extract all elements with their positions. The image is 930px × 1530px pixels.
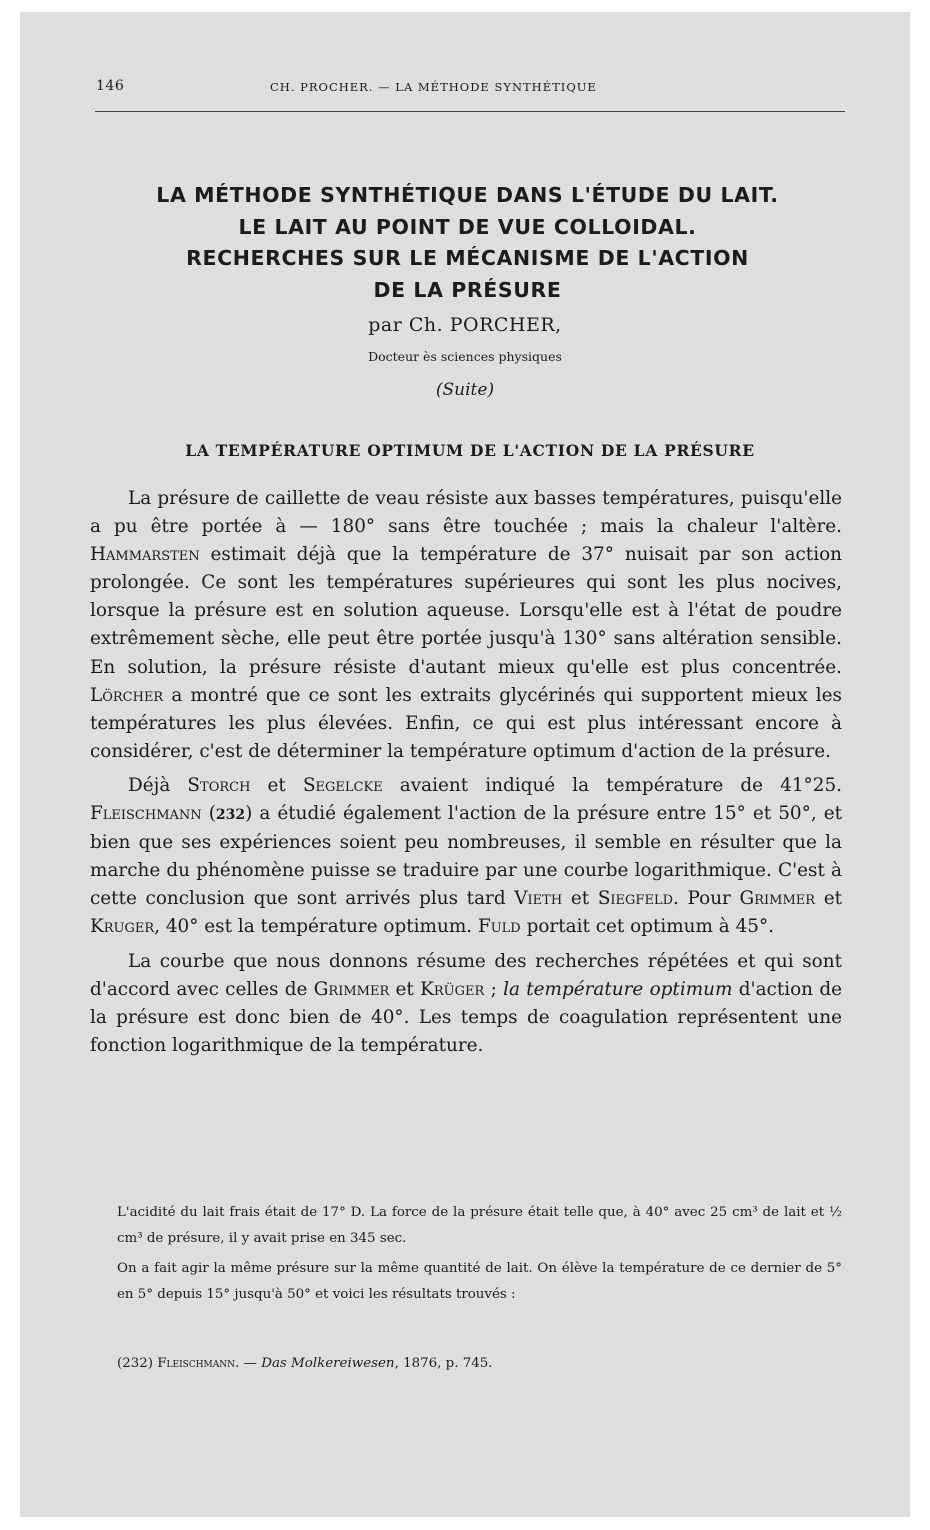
experiment-notes bbox=[117, 1200, 842, 1312]
note-paragraph-2: On a fait agir la même présure sur la même quantité de lait. On élève la température de ce dernier de 5° en 5° depuis 15° jusqu'à 50° et voici les résultats trouvés : bbox=[117, 1261, 842, 1302]
author-name: Lörcher bbox=[90, 684, 164, 706]
text-run: . — bbox=[235, 1356, 262, 1371]
footnote bbox=[117, 1352, 842, 1376]
author-name: Fleischmann bbox=[90, 803, 202, 825]
author-name: Siegfeld bbox=[597, 888, 673, 910]
author-name: Hammarsten bbox=[90, 544, 200, 566]
text-run: et bbox=[250, 774, 303, 796]
emphasis: la température optimum bbox=[503, 978, 733, 1000]
author-line: par Ch. PORCHER, bbox=[368, 314, 562, 336]
text-run: , 1876, p. 745. bbox=[394, 1356, 493, 1371]
text-run: estimait déjà que la température de 37° nuisait par son action prolongée. Ce sont les températures supérieures qui sont les plus nocives, lorsque la présure est en solution aqueuse. Lorsqu'elle est à l'état de poudre extrêmement sèche, elle peut être portée jusqu'à 130° sans altération sensible. En solution, la présure résiste d'autant mieux qu'elle est plus concentrée. bbox=[90, 544, 842, 678]
section-heading: LA TEMPÉRATURE OPTIMUM DE L'ACTION DE LA PRÉSURE bbox=[185, 441, 755, 460]
author-name: Grimmer bbox=[739, 888, 816, 910]
text-run: a montré que ce sont les extraits glycérinés qui supportent mieux les températures les plus élevées. Enfin, ce qui est plus intéressant encore à considérer, c'est de déterminer la température optimum d'action de la présure. bbox=[90, 684, 842, 762]
author-name: Storch bbox=[187, 774, 251, 796]
title-line-4: DE LA PRÉSURE bbox=[373, 277, 562, 302]
footnote-number: (232) bbox=[117, 1356, 158, 1371]
text-run: et bbox=[815, 888, 842, 910]
page-number: 146 bbox=[96, 78, 125, 94]
running-title: CH. PROCHER. — LA MÉTHODE SYNTHÉTIQUE bbox=[270, 80, 597, 94]
header-rule bbox=[95, 111, 845, 112]
text-run: La courbe que nous donnons résume des recherches répétées et qui sont d'accord avec celles de bbox=[90, 950, 842, 1000]
text-run: portait cet optimum à 45°. bbox=[520, 916, 775, 938]
author-name: Grimmer bbox=[313, 978, 390, 1000]
footnote-work: Das Molkereiwesen bbox=[261, 1356, 395, 1371]
text-run: La présure de caillette de veau résiste aux basses températures, puisqu'elle a pu être portée à — 180° sans être touchée ; mais la chaleur l'altère. bbox=[90, 488, 842, 538]
title-line-2: LE LAIT AU POINT DE VUE COLLOIDAL. bbox=[238, 214, 697, 239]
text-run: ; bbox=[484, 978, 504, 1000]
reference-number: 232 bbox=[215, 807, 246, 824]
footnote-author: Fleischmann bbox=[157, 1356, 236, 1371]
author-name: Kruger bbox=[90, 916, 155, 938]
text-run: Déjà bbox=[128, 774, 188, 796]
text-run: , 40° est la température optimum. bbox=[154, 916, 478, 938]
text-run: avaient indiqué la température de 41°25. bbox=[382, 774, 842, 796]
text-run: et bbox=[389, 978, 421, 1000]
title-line-3: RECHERCHES SUR LE MÉCANISME DE L'ACTION bbox=[186, 246, 749, 270]
author-name: Krüger bbox=[420, 978, 485, 1000]
article-title bbox=[70, 180, 865, 306]
author-degree: Docteur ès sciences physiques bbox=[368, 349, 562, 364]
paragraph-3 bbox=[90, 948, 842, 1060]
text-run: et bbox=[562, 888, 598, 910]
text-run: ( bbox=[201, 803, 216, 825]
text-run: ) a étudié également l'action de la présure entre 15° et 50°, et bien que ses expériences soient peu nombreuses, il semble en résulter que la marche du phénomène puisse se traduire par une courbe logarithmique. C'est à cette conclusion que sont arrivés plus tard bbox=[90, 803, 842, 910]
author-name: Fuld bbox=[477, 916, 521, 938]
text-run: . Pour bbox=[673, 888, 740, 910]
continuation-note: (Suite) bbox=[435, 380, 495, 400]
note-paragraph-1: L'acidité du lait frais était de 17° D. La force de la présure était telle que, à 40° avec 25 cm³ de lait et ½ cm³ de présure, il y avait prise en 345 sec. bbox=[117, 1205, 842, 1246]
title-line-1: LA MÉTHODE SYNTHÉTIQUE DANS L'ÉTUDE DU LAIT. bbox=[156, 183, 779, 207]
author-name: Vieth bbox=[514, 888, 563, 910]
author-name: Segelcke bbox=[302, 774, 383, 796]
body-text bbox=[90, 485, 842, 1066]
paragraph-1 bbox=[90, 485, 842, 766]
text-run: d'action de la présure est donc bien de 40°. Les temps de coagulation représentent une fonction logarithmique de la température. bbox=[90, 978, 842, 1056]
paragraph-2 bbox=[90, 772, 842, 942]
